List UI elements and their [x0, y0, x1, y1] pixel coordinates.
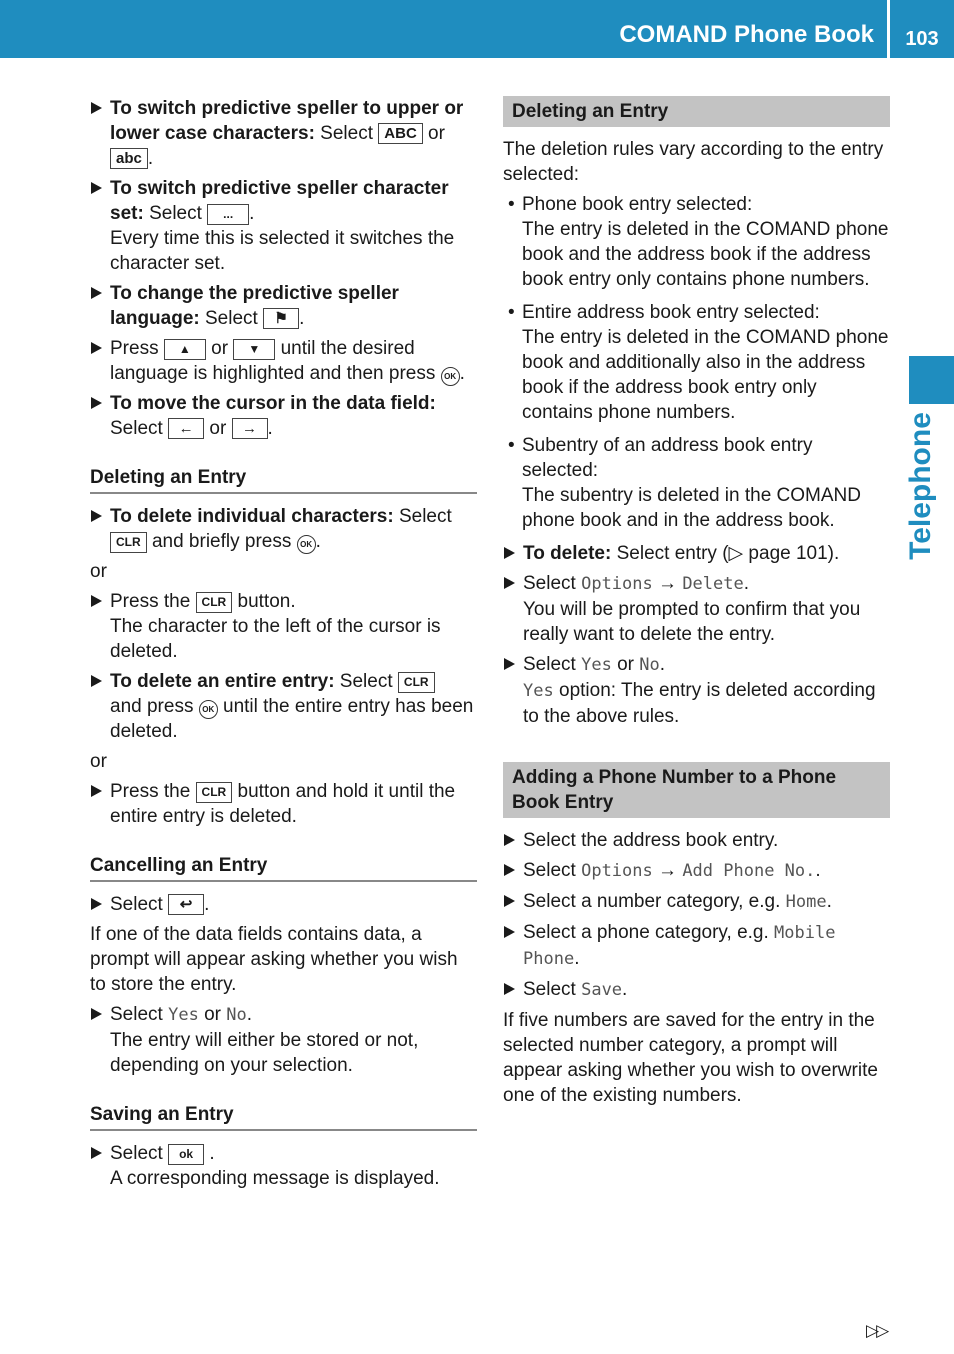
side-tab — [909, 356, 954, 404]
section-heading-deleting-entry: Deleting an Entry — [503, 96, 890, 127]
ok-key-icon: ok — [168, 1144, 204, 1165]
header-title: COMAND Phone Book — [619, 21, 874, 48]
continue-arrows-icon: ▷▷ — [866, 1321, 887, 1340]
step-select-ok: Select ok . A corresponding message is displayed. — [90, 1141, 477, 1191]
step-hold-clr: Press the CLR button and hold it until the entire entry is deleted. — [90, 779, 477, 829]
side-chapter-label: Telephone — [904, 412, 937, 560]
step-charset-switch: To switch predictive speller character set: Select ... . Every time this is selected it switches the character set. — [90, 176, 477, 276]
clr-key-icon: CLR — [110, 532, 147, 553]
rule-entire-address-book-entry: • Entire address book entry selected: The entry is deleted in the COMAND phone book and additionally also in the address book if the address book entry only contains phone numbers. — [503, 300, 890, 425]
page-number: 103 — [905, 28, 939, 50]
down-arrow-key-icon: ▼ — [233, 339, 275, 360]
or-text: or — [90, 751, 107, 772]
left-arrow-key-icon: ← — [168, 418, 204, 439]
right-column — [503, 96, 890, 1113]
or-text: or — [90, 561, 107, 582]
cancel-description: If one of the data fields contains data, a prompt will appear asking whether you wish to store the entry. — [90, 924, 458, 995]
step-delete-chars: To delete individual characters: Select CLR and briefly press OK . — [90, 504, 477, 554]
up-arrow-key-icon: ▲ — [164, 339, 206, 360]
section-heading-cancelling: Cancelling an Entry — [90, 853, 477, 882]
step-delete-entry: To delete an entire entry: Select CLR and press OK until the entire entry has been deleted. — [90, 669, 477, 744]
step-confirm-yes-no: Select Yes or No. Yes option: The entry is deleted according to the above rules. — [503, 652, 890, 729]
rule-phone-book-entry: • Phone book entry selected: The entry is deleted in the COMAND phone book and the address book if the address book entry only contains phone numbers. — [503, 192, 890, 292]
abc-upper-key-icon: ABC — [378, 123, 423, 144]
step-language: To change the predictive speller language: Select ⚑ . — [90, 281, 477, 331]
rule-subentry: • Subentry of an address book entry selected: The subentry is deleted in the COMAND phone book and in the address book. — [503, 433, 890, 533]
step-select-back: Select ↩ . — [90, 892, 477, 917]
step-move-cursor: To move the cursor in the data field: Select ← or → . — [90, 391, 477, 441]
step-press-clr: Press the CLR button. The character to the left of the cursor is deleted. — [90, 589, 477, 664]
step-case-switch: To switch predictive speller to upper or lower case characters: Select ABC or abc . — [90, 96, 477, 171]
ok-button-icon: OK — [441, 367, 460, 386]
step-press-arrows: Press ▲ or ▼ until the desired language is highlighted and then press OK . — [90, 336, 477, 386]
language-flag-icon: ⚑ — [263, 308, 299, 329]
deletion-rules-intro: The deletion rules vary according to the entry selected: — [503, 139, 884, 185]
section-heading-deleting: Deleting an Entry — [90, 465, 477, 494]
clr-key-icon: CLR — [196, 592, 233, 613]
clr-key-icon: CLR — [398, 672, 435, 693]
left-column — [90, 96, 477, 1196]
step-number-category: Select a number category, e.g. Home. — [503, 889, 890, 915]
step-select-yes-no: Select Yes or No. The entry will either be stored or not, depending on your selection. — [90, 1002, 477, 1078]
step-select-address-entry: Select the address book entry. — [503, 828, 890, 853]
step-options-delete: Select Options → Delete. You will be prompted to confirm that you really want to delete the entry. — [503, 571, 890, 647]
ok-button-icon: OK — [199, 700, 218, 719]
page-header — [0, 0, 954, 58]
step-to-delete: To delete: Select entry (▷ page 101). — [503, 541, 890, 566]
right-arrow-key-icon: → — [232, 418, 268, 439]
step-phone-category: Select a phone category, e.g. Mobile Phone. — [503, 920, 890, 972]
back-key-icon: ↩ — [168, 894, 204, 915]
overwrite-description: If five numbers are saved for the entry in the selected number category, a prompt will appear asking whether you wish to overwrite one of the existing numbers. — [503, 1010, 878, 1106]
section-heading-adding-number: Adding a Phone Number to a Phone Book Entry — [503, 762, 890, 818]
step-select-save: Select Save. — [503, 977, 890, 1003]
clr-key-icon: CLR — [196, 782, 233, 803]
step-options-add-phone: Select Options → Add Phone No.. — [503, 858, 890, 884]
abc-lower-key-icon: abc — [110, 148, 148, 169]
section-heading-saving: Saving an Entry — [90, 1102, 477, 1131]
charset-key-icon: ... — [207, 204, 249, 225]
ok-button-icon: OK — [297, 535, 316, 554]
